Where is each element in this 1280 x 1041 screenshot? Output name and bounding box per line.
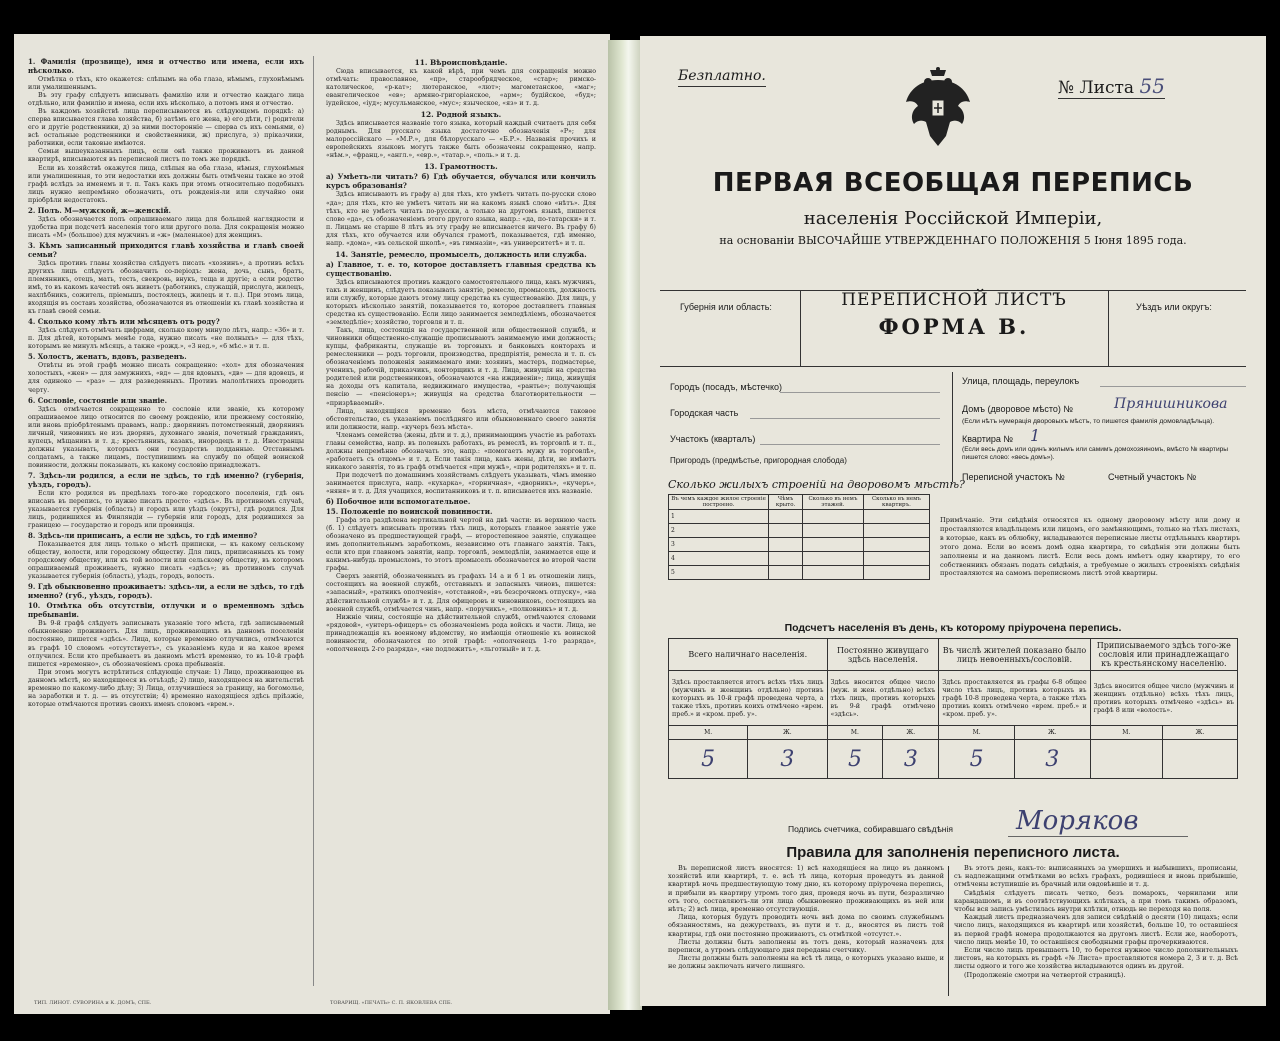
instruction-heading: 1. Фамилія (прозвище), имя и отчество или имена, если ихъ нѣсколько. <box>28 57 304 75</box>
rule-paragraph: Въ переписной листъ вносятся: 1) всѣ находящіеся на лицо въ данномъ хозяйствѣ или квартирѣ, т. е. всѣ тѣ лица, которыя проведутъ въ данной квартирѣ ночь предшествующую тому дню, къ которому пріурочена перепись, и прибыли въ квартиру утромъ того дня, проведя ночь въ пути, безразлично отъ того, составляютъ-ли эти лица обыкновенно проживающихъ въ ней или нѣтъ; 2) всѣ лица, временно отсутствующія. <box>668 864 944 914</box>
instruction-paragraph: Лица, находящіяся временно безъ мѣста, отмѣчаются таковое обстоятельство, съ указаніемъ послѣдняго или обыкновеннаго своего занятія или должности, напр. «кучеръ безъ мѣста». <box>326 407 596 431</box>
instruction-paragraph: Въ каждомъ хозяйствѣ лица переписываются въ слѣдующемъ порядкѣ: а) сперва вписывается глава хозяйства, б) затѣмъ его жена, в) его дѣти, г) родители его и другіе родственники, д) за ними посторонніе — сперва съ ихъ семьями, е) всѣ остальные родственники и свойственники, ж) прислуга, з) пріказчики, работники, если таковые имѣются. <box>28 108 304 148</box>
instruction-heading: 5. Холостъ, женатъ, вдовъ, разведенъ. <box>28 352 187 362</box>
dwellings-note: Примѣчаніе. Эти свѣдѣнія относятся къ одному дворовому мѣсту или дому и проставляются владѣльцемъ или лицомъ, его замѣняющимъ, только на тѣхъ листахъ, в которые, какъ въ облюбку, вкладываются переписные листы отдѣльныхъ квартиръ этого дома. Если во всемъ домѣ одна квартира, то свѣдѣнія эти должны быть заполнены и на данномъ листѣ. Если весь домъ имѣетъ одну квартиру, то его собственникъ обязанъ подать свѣдѣнія, а требуемые о жилыхъ строеніяхъ свѣдѣнія проставляются на самомъ переписномъ листѣ этой квартиры. <box>940 516 1240 578</box>
instruction-paragraph: При этомъ могутъ встрѣтиться слѣдующіе случаи: 1) Лицо, проживающее въ данномъ мѣстѣ, но находящееся въ отъѣздѣ; 2) лицо, находящееся на жительствѣ временно по какому-либо дѣлу; 3) Лица, отлучившіеся за границу, на богомолье, на заработки и т. д. — въ отсутствіи; 4) временно находящіеся здѣсь пріѣзжіе, которые отмѣчаются противъ своихъ именъ словомъ «врем.». <box>28 668 304 708</box>
count-value[interactable]: 3 <box>883 740 939 779</box>
table-cell[interactable] <box>803 566 864 580</box>
printer-footer-a: ТИП. ЛИНОТ. СУВОРИНА и К. ДОМЪ, СПБ. <box>34 1000 152 1006</box>
book-gutter <box>608 40 642 1010</box>
free-of-charge-label: Безплатно. <box>678 68 766 87</box>
table-cell[interactable] <box>803 538 864 552</box>
instructions-column-b <box>326 56 596 654</box>
dwellings-question: Сколько жилыхъ строеній на дворовомъ мѣстѣ? <box>668 478 965 491</box>
rules-title: Правила для заполненія переписного листа. <box>786 844 1120 861</box>
printer-footer-b: ТОВАРИЩ. «ПЕЧАТЬ» С. П. ЯКОВЛЕВА СПБ. <box>330 1000 453 1006</box>
sheet-number <box>1058 74 1165 99</box>
count-desc-nonmilitary: Здѣсь проставляется въ графы 6-8 общее число тѣхъ лицъ, противъ которыхъ въ графѣ 10-8 проведена черта, а также тѣхъ противъ коихъ отмѣчено «врем. преб.» и «кром. преб. у». <box>939 671 1090 726</box>
instruction-paragraph: Нижніе чины, состоящіе на дѣйствительной службѣ, отмѣчаются словами «рядовой», «унтеръ-офицеръ» съ обозначеніемъ рода войскъ и части. Лица, не принадлежащія къ военному вѣдомству, но имѣющія отношеніе къ воинской повинности, обозначаются по этой графѣ: «ополченецъ 1-го разряда», «ополченецъ 2-го разряда», «не подлежитъ», «льготный» и т. д. <box>326 613 596 653</box>
table-cell[interactable] <box>769 566 803 580</box>
instructions-column-a <box>28 56 304 709</box>
instruction-heading: 8. Здѣсь-ли приписанъ, а если не здѣсь, то гдѣ именно? <box>28 531 258 541</box>
table-cell[interactable] <box>769 510 803 524</box>
table-row <box>669 510 930 524</box>
count-value[interactable]: 5 <box>939 740 1015 779</box>
city-district-line[interactable] <box>750 418 940 419</box>
house-label: Домъ (дворовое мѣсто) № <box>962 404 1074 414</box>
instruction-paragraph: Сверхъ занятій, обозначенныхъ въ графахъ 14 а и б 1 въ отношеніи лицъ, состоящихъ на военной службѣ, отставныхъ и запасныхъ чиновъ, пишется: «запасный», «ратникъ ополченія», «отставной», «въ безсрочномъ отпуску», «на дѣйствительной службѣ» и т. д. Для офицеровъ и чиновниковъ, состоящихъ на военной службѣ, отмѣчается чинъ, напр. «поручикъ», «полковникъ» и т. д. <box>326 573 596 613</box>
instruction-paragraph: Въ эту графу слѣдуетъ вписывать фамилію или и отчество каждаго лица отдѣльно, или фамилію и имена, если ихъ нѣсколько, а потомъ имя и отчество. <box>28 92 304 108</box>
sheet-type-title: ПЕРЕПИСНОЙ ЛИСТЪ <box>841 290 1067 310</box>
dwellings-header-roof: Чѣмъ крыто. <box>769 495 803 510</box>
sheet-number-value: 55 <box>1139 74 1165 98</box>
apartment-note: (Если весь домъ или одинъ жилымъ или самимъ домохозяиномъ, вмѣсто № квартиры пишется слово: «весь домъ»). <box>962 446 1229 461</box>
street-line[interactable] <box>1100 386 1246 387</box>
instruction-paragraph: Здѣсь вписываютъ въ графу а) для тѣхъ, кто умѣетъ читать по-русски слово «да»; для тѣхъ, кто не умѣетъ читать ни на какомъ языкѣ слово «нѣтъ». Для тѣхъ, кто не умѣетъ читать по-русски, а только на другомъ языкѣ, пишется слово «да», съ обозначеніемъ этого другого языка, напр.: «да, по-татарски» и т. п. Лицамъ не старше 8 лѣтъ въ эту графу не вписывается ничего. Въ графу б) для тѣхъ, кто обучается или обучался грамотѣ, показывается, гдѣ именно, напр. «дома», «въ сельской школѣ», «въ гимназіи», «въ университетѣ» и т. п. <box>326 191 596 247</box>
count-value[interactable]: 5 <box>669 740 748 779</box>
dwellings-header-apartments: Сколько въ немъ квартиръ. <box>863 495 929 510</box>
table-cell[interactable] <box>803 524 864 538</box>
dwellings-header-row <box>669 495 930 510</box>
row-number: 1 <box>669 510 769 524</box>
house-value: Прянишникова <box>1114 396 1228 412</box>
instruction-heading: 3. Кѣмъ записанный приходится главѣ хозяйства и главѣ своей семьи? <box>28 240 304 259</box>
count-header-registered: Приписываемого здѣсь того-же сословія или принадлежащаго къ крестьянскому населенію. <box>1090 639 1237 671</box>
gender-label: Ж. <box>748 726 827 740</box>
table-row <box>669 552 930 566</box>
gender-label: М. <box>827 726 883 740</box>
census-district-label: Переписной участокъ № <box>962 472 1065 482</box>
instruction-heading: 14. Занятіе, ремесло, промыселъ, должность или служба. <box>335 249 587 259</box>
header-bottom-rule <box>660 366 1246 367</box>
instruction-heading: 4. Сколько кому лѣтъ или мѣсяцевъ отъ роду? <box>28 317 220 327</box>
instruction-heading: а) Главное, т. е. то, которое доставляетъ главныя средства къ существованію. <box>326 259 596 278</box>
count-value[interactable]: 3 <box>1014 740 1090 779</box>
guberniya-label: Губернія или область: <box>680 302 772 312</box>
table-cell[interactable] <box>863 566 929 580</box>
rule-paragraph: (Продолженіе смотри на четвертой страницѣ). <box>964 970 1126 979</box>
instruction-paragraph: Здѣсь вписывается названіе того языка, который каждый считаетъ для себя роднымъ. Для русскаго языка достаточно обозначенія «Р»; для малороссійскаго — «М.Р.», для бѣлорусскаго — «Б.Р.». Названія прочихъ и европейскихъ языковъ могутъ также быть обозначены сокращенно, напр. «нѣм.», «франц.», «англ.», «евр.», «татар.», «поль.» и т. д. <box>326 120 596 160</box>
instruction-paragraph: Сюда вписывается, къ какой вѣрѣ, при чемъ для сокращенія можно отмѣчать: православное, «пр», старообрядческое, «стар»; римско-католическое, «р-кат»; лютеранское, «лют»; магометанское, «маг»; евангелическое «ев»; армяно-григоріанское, «арм»; будійское, «буд»; іудейское, «іуд»; мусульманское, «мус»; языческое, «яз» и т. д. <box>326 68 596 108</box>
instruction-paragraph: Здѣсь вписываются противъ каждого самостоятельного лица, какъ мужчинъ, такъ и женщинъ, слѣдуетъ показывать занятіе, ремесло, промыселъ, должность или службу, которые даютъ этому лицу средства къ существованію. Для лицъ, у которыхъ нѣсколько занятій, показывается то, которое доставляетъ главныя средства къ существованію. Если лицо занимается земледѣліемъ, обозначается «земледѣліе»; хозяйство, торговля и т. п. <box>326 278 596 327</box>
row-number: 4 <box>669 552 769 566</box>
city-line[interactable] <box>780 392 940 393</box>
instruction-paragraph: Отмѣтка о тѣхъ, кто окажется: слѣпымъ на оба глаза, нѣмымъ, глухонѣмымъ или умалишеннымъ. <box>28 76 304 92</box>
instruction-paragraph: Здѣсь слѣдуетъ отмѣчать цифрами, сколько кому минуло лѣтъ, напр.: «36» и т. п. Для дѣтей, которымъ менѣе года, нужно писать «не полныхъ» — для тѣхъ, которымъ не минулъ мѣсяцъ, а также «рожд.», «3 нед.», «6 мѣс.» и т. п. <box>28 327 304 351</box>
uezd-label: Уѣздъ или округъ: <box>1136 302 1212 312</box>
gender-label: Ж. <box>1162 726 1237 740</box>
instruction-heading: 2. Полъ. М—мужской, ж—женскій. <box>28 205 171 215</box>
table-cell[interactable] <box>863 524 929 538</box>
dwellings-table <box>668 494 930 580</box>
table-cell[interactable] <box>769 538 803 552</box>
imperial-eagle-emblem <box>902 66 974 150</box>
header-right-divider <box>1108 290 1109 366</box>
rule-paragraph: Въ этотъ день, какъ-то: выписанныхъ за умершихъ и выбывшихъ, прописаны, съ надлежащими отмѣтками во всѣхъ графахъ, родившіеся и вновь прибывшіе, отмѣчены вступившіе въ брачный или овдовѣвшіе и т. д. <box>954 864 1238 889</box>
instruction-heading: 7. Здѣсь-ли родился, а если не здѣсь, то гдѣ именно? (губернія, уѣздъ, городъ). <box>28 470 304 489</box>
count-value[interactable] <box>1090 740 1162 779</box>
rule-paragraph: Если число лицъ превышаетъ 10, то берется нужное число дополнительныхъ листовъ, на которыхъ въ графѣ «№ Листа» проставляются номера 2, 3 и т. д. Всѣ листы одного и того же хозяйства вкладываются одинъ въ другой. <box>954 946 1238 971</box>
rule-paragraph: Листы должны быть заполнены на всѣ тѣ лица, о которыхъ указано выше, и не должны заключать ничего лишняго. <box>668 954 944 971</box>
instruction-paragraph: Если въ хозяйствѣ окажутся лица, слѣпыя на оба глаза, нѣмыя, глухонѣмыя или умалишенныя, то эти недостатки ихъ должны быть отмѣчены также во этой графѣ вслѣдъ за именемъ и т. п. Такъ какъ при этомъ относительно подобныхъ лицъ нужно непремѣнно обозначить, отъ рожденія-ли или случайно они пріобрѣли недостатокъ. <box>28 164 304 204</box>
table-cell[interactable] <box>769 524 803 538</box>
count-value[interactable]: 5 <box>827 740 883 779</box>
count-values-row <box>669 740 1238 779</box>
apartment-value: 1 <box>1030 426 1041 445</box>
population-count-table <box>668 638 1238 779</box>
table-cell[interactable] <box>863 552 929 566</box>
count-gender-row <box>669 726 1238 740</box>
gender-label: М. <box>939 726 1015 740</box>
count-value[interactable] <box>1162 740 1237 779</box>
table-cell[interactable] <box>769 552 803 566</box>
instruction-paragraph: При подсчетѣ по домашнимъ хозяйствамъ слѣдуетъ указывать, чѣмъ именно занимается прислуга, напр. «кухарка», «горничная», «дворникъ», «кучеръ», «няня» и т. д. Для учащихся, воспитанниковъ и т. п. вписывается ихъ названіе. <box>326 471 596 496</box>
left-page <box>14 34 610 1014</box>
dwellings-header-material: Въ чемъ каждое жилое строеніе построено. <box>669 495 769 510</box>
rules-column-b <box>954 864 1238 979</box>
gender-label: М. <box>669 726 748 740</box>
instruction-heading: 9. Гдѣ обыкновенно проживаетъ: здѣсь-ли, а если не здѣсь, то гдѣ именно? (губ., уѣздъ, городъ). <box>28 582 304 601</box>
house-note: (Если нѣтъ нумерація дворовыхъ мѣстъ, то пишется фамилія домовладѣльца). <box>962 418 1215 425</box>
instruction-heading: 15. Положеніе по воинской повинности. <box>326 507 493 517</box>
instruction-paragraph: Въ 9-й графѣ слѣдуетъ записывать указаніе того мѣста, гдѣ записываемый обыкновенно проживаетъ. Для лицъ, проживающихъ въ данномъ поселеніи постоянно, пишется «здѣсь». Лица, которые временно отлучились, отмѣчаются въ графѣ 10 словомъ «отсутствуетъ», съ указаніемъ куда и на какое время отлучился. Если кто пребываетъ въ данномъ мѣстѣ временно, то въ 10-й графѣ пишется «временно», съ обозначеніемъ срока пребыванія. <box>28 620 304 668</box>
instruction-heading: 11. Вѣроисповѣданіе. <box>414 58 508 67</box>
count-description-row <box>669 671 1238 726</box>
instruction-paragraph: Если кто родился въ предѣлахъ того-же городского поселенія, гдѣ онъ вписанъ въ перепись, то нужно писать просто: «здѣсь». Въ противномъ случаѣ, указывается губернія (область) и городъ или уѣздъ (округъ), гдѣ родился. Для лицъ, родившихся въ Финляндіи — губернія или городъ, для родившихся за границею — государство и городъ или провинція. <box>28 489 304 530</box>
city-district-label: Городская часть <box>670 408 739 418</box>
census-subtitle: населенія Россійской Имперіи, <box>803 208 1103 229</box>
table-cell[interactable] <box>863 510 929 524</box>
apartment-label: Квартира № <box>962 434 1014 444</box>
row-number: 5 <box>669 566 769 580</box>
table-cell[interactable] <box>863 538 929 552</box>
city-label: Городъ (посадъ, мѣстечко) <box>670 382 782 392</box>
enumerator-signature-label: Подпись счетчика, собиравшаго свѣдѣнія <box>788 824 953 834</box>
instruction-heading: 13. Грамотность. <box>424 162 498 172</box>
count-desc-present: Здѣсь проставляется итогъ всѣхъ тѣхъ лицъ (мужчинъ и женщинъ отдѣльно) противъ которыхъ въ 10-й графѣ проведена черта, а также тѣхъ, противъ коихъ отмѣчено «врем. преб.» и «кром. преб. у». <box>669 671 828 726</box>
street-label: Улица, площадь, переулокъ <box>962 376 1080 386</box>
gender-label: Ж. <box>883 726 939 740</box>
legal-basis: на основаніи ВЫСОЧАЙШЕ УТВЕРЖДЕННАГО ПОЛОЖЕНІЯ 5 Іюня 1895 года. <box>719 234 1187 247</box>
census-form-page <box>640 36 1266 1006</box>
count-value[interactable]: 3 <box>748 740 827 779</box>
instruction-paragraph: Семьи вышеуказанныхъ лицъ, если онѣ также проживаютъ въ данной квартирѣ, вписываются въ переписной листъ по томъ же порядкѣ. <box>28 148 304 164</box>
instruction-paragraph: Показывается для лицъ только о мѣстѣ приписки, — къ какому сельскому обществу, волости, или городскому обществу. Для лицъ, приписанныхъ къ тому городскому обществу, или къ той волости или сельскому обществу, въ которомъ опрашиваемый проживаетъ, нужно писать «здѣсь»; въ противномъ случаѣ указывается губернія (область), уѣздъ, городъ, волость. <box>28 541 304 581</box>
instruction-paragraph: Здѣсь обозначается полъ опрашиваемаго лица для большей наглядности и удобства при подсчетѣ населенія того или другого пола. Для сокращенія можно писать «М» (большое) для мужчинъ и «ж» (маленькое) для женщинъ. <box>28 215 304 239</box>
count-desc-registered: Здѣсь вносится общее число (мужчинъ и женщинъ отдѣльно) всѣхъ тѣхъ лицъ, противъ которыхъ отмѣчено «здѣсь» въ графѣ 8 или «волость». <box>1090 671 1237 726</box>
signature-line <box>1008 836 1188 837</box>
dwellings-header-floors: Сколько въ немъ этажей. <box>803 495 864 510</box>
rules-divider <box>948 866 949 996</box>
instruction-heading: 12. Родной языкъ. <box>420 110 502 120</box>
form-letter: ФОРМА В. <box>878 314 1030 339</box>
instruction-paragraph: Здѣсь противъ главы хозяйства слѣдуетъ писать «хозяинъ», а противъ всѣхъ другихъ лицъ слѣдуетъ обозначить со-періодъ: жена, дочь, сынъ, братъ, племянникъ, отецъ, мать, тесть, свекровь, внукъ, теща и другіе; а если родство имѣ, то въ какомъ качествѣ онъ живетъ (работникъ, служащій, прислуга, жилецъ, нахлѣбникъ, сожитель, пріемышъ, постоялецъ, жилецъ и т. п.). При этомъ лица, входящія въ составъ хозяйства, обозначаются въ отношеніи къ главѣ хозяйства и къ главѣ своей семьи. <box>28 259 304 316</box>
instruction-paragraph: Отвѣты въ этой графѣ можно писать сокращенно: «хол» для обозначения холостыхъ, «жен» — для замужнихъ, «вд» — для вдовыхъ, «дв» — для вдовецъ, и для одиноко — «раз» — для разведенныхъ. Противъ малолѣтнихъ проводить черту. <box>28 362 304 394</box>
instruction-heading: 10. Отмѣтка объ отсутствіи, отлучки и о временномъ здѣсь пребываніи. <box>28 601 304 620</box>
instruction-paragraph: Такъ, лица, состоящія на государственной или общественной службѣ, и чиновники общественно-служащіе прописываютъ занимаемую ими должность; купцы, фабриканты, служащіе въ торговыхъ и банковыхъ конторахъ и ремесленники — родъ торговли, производства, предпріятія, ремесла и т. п. съ обозначеніемъ положенія занимаемаго ими: хозяинъ, мастеръ, подмастерье, ученикъ, рабочій, приказчикъ, конторщикъ и т. д. Лица, живущія на средства родителей или родственниковъ, обозначаются «на иждивеніи»; лица, живущія на доходы отъ капитала, недвижимаго имущества, «рантье»; получающія пенсію — «пенсіонеръ»; живущія на средства благотворительности — «призрѣваемый». <box>326 327 596 407</box>
table-cell[interactable] <box>803 552 864 566</box>
instruction-heading: б) Побочное или вспомогательное. <box>326 497 471 507</box>
table-row <box>669 524 930 538</box>
row-number: 3 <box>669 538 769 552</box>
gender-label: Ж. <box>1014 726 1090 740</box>
table-row <box>669 538 930 552</box>
row-number: 2 <box>669 524 769 538</box>
population-count-title: Подсчетъ населенія въ день, къ которому пріурочена перепись. <box>784 622 1122 634</box>
column-divider <box>313 56 314 986</box>
enumerator-signature: Моряков <box>1016 806 1139 836</box>
quarter-line[interactable] <box>760 444 940 445</box>
header-left-divider <box>800 290 801 366</box>
census-title: ПЕРВАЯ ВСЕОБЩАЯ ПЕРЕПИСЬ <box>712 168 1194 198</box>
count-header-nonmilitary: Въ числѣ жителей показано было лицъ невоенныхъ/сословій. <box>939 639 1090 671</box>
rules-column-a <box>668 864 944 971</box>
address-divider <box>952 372 953 482</box>
quarter-label: Участокъ (кварталъ) <box>670 434 756 444</box>
gender-label: М. <box>1090 726 1162 740</box>
rule-paragraph: Свѣдѣнія слѣдуетъ писать четко, безъ помарокъ, чернилами или карандашомъ, и въ соотвѣтствующихъ клѣткахъ, а при томъ такимъ образомъ, чтобы вся запись умѣстилась внутри клѣтки, отнюдь не переходя на поля. <box>954 888 1238 914</box>
instruction-paragraph: Членамъ семейства (жены, дѣти и т. д.), принимающимъ участіе въ работахъ главы семейства, напр. въ полевыхъ работахъ, въ ремеслѣ, въ торговлѣ и т. п., должны непремѣнно обозначать это, напр.: «помогаетъ мужу въ торговлѣ», «работаетъ съ отцомъ» и т. д. Если такія лица, какъ жены, дѣти, не имѣютъ никакого занятія, то въ графѣ отмѣчается «при мужѣ», «при родителяхъ» и т. п. <box>326 431 596 471</box>
sheet-number-label: № Листа <box>1058 78 1135 98</box>
count-header-row <box>669 639 1238 671</box>
instruction-paragraph: Здѣсь отмѣчается сокращенно то сословіе или званіе, къ которому опрашиваемое лицо относится по своему рожденію, или прежнему состоянію, или вновь пріобрѣтенымъ правамъ, напр.: дворянинъ потомственный, дворянинъ личный, чиновникъ не изъ дворянъ, духовнаго званія, почетный гражданинъ, купецъ, мѣщанинъ и т. д.; крестьянинъ, казакъ, инородецъ и т. д. Иностранцы должны указывать, которыхъ они государствъ подданные. Отставнымъ солдатамъ, а также лицамъ, поступившимъ на службу по общей воинской повинности, должны показывать, къ какому сословію принадлежатъ. <box>28 405 304 469</box>
counting-district-label: Счетный участокъ № <box>1108 472 1197 482</box>
rule-paragraph: Лица, которыя будутъ проводить ночь внѣ дома по своимъ служебнымъ обязанностямъ, на дежурствахъ, въ пути и т. д., вносятся въ листъ той квартиры, гдѣ они постоянно проживаютъ, съ отмѣткой «отсутст.». <box>668 913 944 938</box>
table-cell[interactable] <box>803 510 864 524</box>
instruction-paragraph: Графа эта раздѣлена вертикальной чертой на двѣ части: въ верхнюю часть (б. 1) слѣдуетъ вписывать противъ тѣхъ лицъ, которыхъ главное занятіе уже обозначено въ предшествующей графѣ, — второстепенное занятіе, служащее имъ дополнительнымъ заработкомъ, независимо отъ главнаго занятія. Такъ, если кто при главномъ занятіи, напр. торговлѣ, земледѣліи, занимается еще и какимъ-нибудь промысломъ, то этотъ промыселъ обозначается во второй части графы. <box>326 517 596 573</box>
rule-paragraph: Каждый листъ предназначенъ для записи свѣдѣній о десяти (10) лицахъ; если число лицъ, находящихся въ квартирѣ или хозяйствѣ, больше 10, то оставшіеся въ первой графѣ номера продолжаются на другомъ листѣ. Если же, наоборотъ, число лицъ менѣе 10, то оставшіяся свободными графы прочеркиваются. <box>954 913 1238 946</box>
instruction-heading: 6. Сословіе, состояніе или званіе. <box>28 395 168 405</box>
count-header-permanent: Постоянно живущаго здѣсь населенія. <box>827 639 939 671</box>
rule-paragraph: Листы должны быть заполнены въ тотъ день, который назначенъ для переписи, а утромъ слѣдующаго дня переданы счетчику. <box>668 937 944 955</box>
count-desc-permanent: Здѣсь вносится общее число (муж. и жен. отдѣльно) всѣхъ тѣхъ лицъ, противъ которыхъ въ 9-й графѣ отмѣчено «здѣсь». <box>827 671 939 726</box>
instruction-heading: а) Умѣетъ-ли читать? б) Гдѣ обучается, обучался или кончилъ курсъ образованія? <box>326 172 596 191</box>
table-row <box>669 566 930 580</box>
count-header-present: Всего наличнаго населенія. <box>669 639 828 671</box>
suburb-label: Пригородъ (предмѣстье, пригородная слобода) <box>670 456 847 465</box>
